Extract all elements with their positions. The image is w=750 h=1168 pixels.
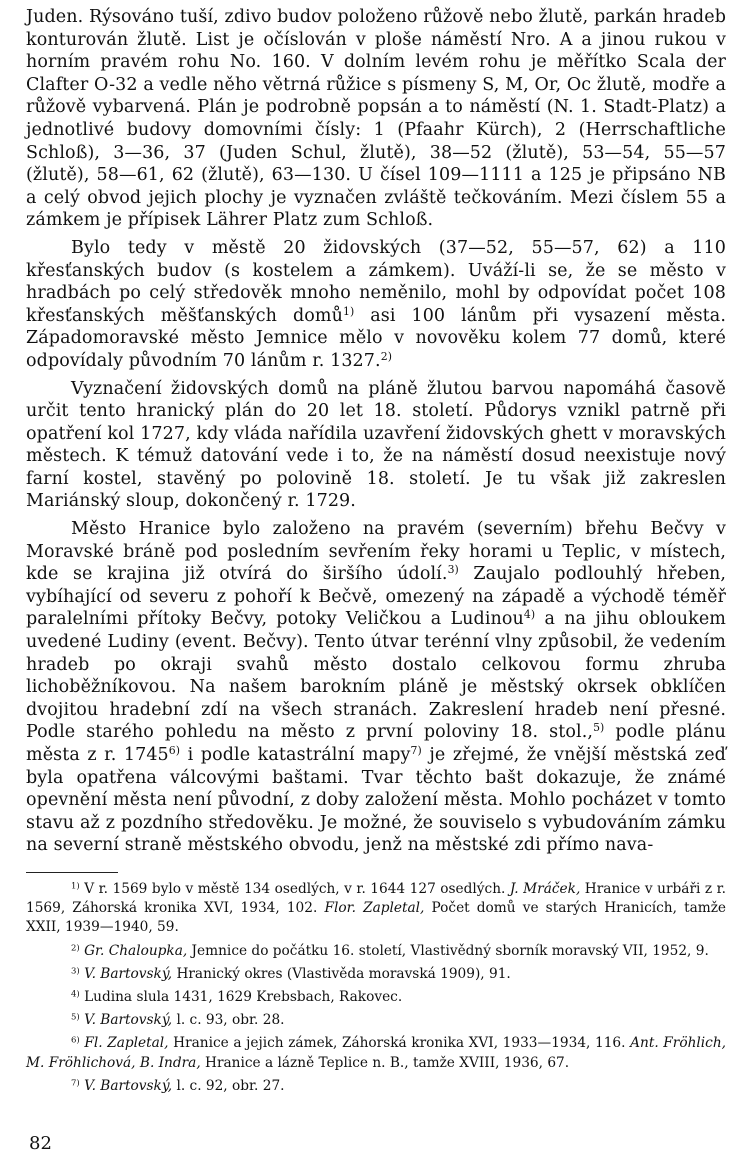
text-run: i podle katastrální mapy	[180, 745, 411, 765]
footnote	[26, 965, 726, 984]
footnote-reference: 4)	[71, 989, 80, 1000]
text-run: Juden. Rýsováno tuší, zdivo budov položeno růžově nebo žlutě, parkán hradeb konturován žlutě. List je očíslován v ploše náměstí Nro. A a jinou rukou v horním pravém rohu No. 160. V dolním levém rohu je měřítko Scala der Clafter O-32 a vedle něho větrná růžice s písmeny S, M, Or, Oc žlutě, modře a růžově vybarvená. Plán je podrobně popsán a to náměstí (N. 1. Stadt-Platz) a jednotlivé budovy domovními čísly: 1 (Pfaahr Kürch), 2 (Herrschaftliche Schloß), 3—36, 37 (Juden Schul, žlutě), 38—52 (žlutě), 53—54, 55—57 (žlutě), 58—61, 62 (žlutě), 63—130. U čísel 109—1111 a 125 je připsáno NB a celý obvod jejich plochy je vyznačen zvláště tečkováním. Mezi číslem 55 a zámkem je přípisek Lährer Platz zum Schloß.	[26, 7, 726, 231]
text-run: podle plánu města z r. 1745	[26, 722, 726, 765]
body-paragraph	[26, 6, 726, 232]
text-run: Ludina slula 1431, 1629 Krebsbach, Rakovec.	[79, 988, 403, 1005]
author-name: Ant. Fröhlich, M. Fröhlichová, B. Indra,	[26, 1035, 726, 1071]
footnote	[26, 1011, 726, 1030]
author-name: Flor. Zapletal,	[324, 900, 425, 917]
author-name: V. Bartovský,	[84, 1012, 173, 1029]
text-run: Hranice a lázně Teplice n. B., tamže XVIII, 1936, 67.	[200, 1054, 570, 1071]
text-run: asi 100 lánům při vysazení města. Západomoravské město Jemnice mělo v novověku kolem 77 domů, které odpovídaly původním 70 lánům r. 1327.	[26, 305, 726, 371]
text-run: Hranice v urbáři z r. 1569, Záhorská kronika XVI, 1934, 102.	[26, 880, 726, 917]
body-paragraph	[26, 237, 726, 373]
footnote-reference: 4)	[523, 608, 536, 622]
footnote-reference: 6)	[71, 1035, 80, 1046]
footnote-reference: 5)	[593, 721, 605, 735]
body-paragraph	[26, 518, 726, 857]
footnote	[26, 988, 726, 1007]
text-run: je zřejmé, že vnější městská zeď byla opatřena válcovými baštami. Tvar těchto bašt dokazuje, že známé opevnění města není původní, z doby založení města. Mohlo pocházet v tomto stavu až z pozdního středověku. Je možné, že souviselo s vybudováním zámku na severní straně městského obvodu, jenž na městské zdi přímo nava-	[26, 745, 726, 856]
footnote-reference: 5)	[71, 1012, 80, 1023]
footnote	[26, 1034, 726, 1072]
author-name: J. Mráček,	[509, 880, 581, 897]
footnotes	[26, 880, 726, 1096]
footnote-reference: 1)	[71, 881, 80, 892]
footnote-divider	[26, 872, 118, 873]
text-run: Vyznačení židovských domů na pláně žlutou barvou napomáhá časově určit tento hranický plán do 20 let 18. století. Půdorys vznikl patrně při opatření kol 1727, kdy vláda nařídila uzavření židovských ghett v moravských městech. K témuž datování vede i to, že na náměstí dosud neexistuje nový farní kostel, stavěný po polovině 18. století. Je tu však již zakreslen Mariánský sloup, dokončený r. 1729.	[26, 378, 726, 512]
text-run: Jemnice do počátku 16. století, Vlastivědný sborník moravský VII, 1952, 9.	[187, 942, 709, 959]
text-run: l. c. 93, obr. 28.	[172, 1012, 285, 1029]
footnote-reference: 7)	[410, 744, 422, 758]
footnote	[26, 942, 726, 961]
footnote-reference: 6)	[168, 744, 181, 758]
text-run: Počet domů ve starých Hranicích, tamže XXII, 1939—1940, 59.	[26, 900, 727, 936]
author-name: Fl. Zapletal,	[84, 1035, 169, 1052]
footnote	[26, 880, 726, 938]
text-run: l. c. 92, obr. 27.	[172, 1077, 285, 1094]
body-text	[26, 6, 726, 857]
footnote-reference: 7)	[71, 1078, 80, 1089]
author-name: V. Bartovský,	[84, 1077, 173, 1094]
body-paragraph	[26, 378, 726, 514]
footnote-reference: 2)	[71, 942, 80, 953]
text-run: a na jihu obloukem uvedené Ludiny (event. Bečvy). Tento útvar terénní vlny způsobil, že vedením hradeb po okraji svahů město dostalo celkovou formu zhruba lichoběžníkovou. Na našem barokním pláně je městský okrsek obklíčen dvojitou hradební zdí na všech stranách. Zakreslení hradeb není přesné. Podle starého pohledu na město z první poloviny 18. stol.,	[26, 609, 726, 743]
text-run: Bylo tedy v městě 20 židovských (37—52, 55—57, 62) a 110 křesťanských budov (s kostelem a zámkem). Uváží-li se, že se město v hradbách po celý středověk mnoho neměnilo, mohl by odpovídat počet 108 křesťanských měšťanských domů	[26, 237, 726, 326]
footnote	[26, 1077, 726, 1096]
author-name: Gr. Chaloupka,	[84, 942, 188, 959]
footnote-reference: 2)	[380, 349, 393, 363]
author-name: V. Bartovský,	[84, 965, 173, 982]
page-number: 82	[29, 1133, 52, 1154]
text-run: Zaujalo podlouhlý hřeben, vybíhající od severu z pohoří k Bečvě, omezený na západě a východě téměř paralelními přítoky Bečvy, potoky Veličkou a Ludinou	[26, 564, 726, 630]
text-run: V r. 1569 bylo v městě 134 osedlých, v r. 1644 127 osedlých.	[79, 880, 510, 897]
footnote-reference: 3)	[447, 563, 459, 577]
footnote-reference: 1)	[342, 304, 355, 318]
footnote-reference: 3)	[71, 966, 80, 977]
text-run: Hranický okres (Vlastivěda moravská 1909), 91.	[172, 965, 511, 982]
text-run: Hranice a jejich zámek, Záhorská kronika XVI, 1933—1934, 116.	[168, 1035, 631, 1052]
text-run: Město Hranice bylo založeno na pravém (severním) břehu Bečvy v Moravské bráně pod posledním sevřením řeky horami u Teplic, v místech, kde se krajina již otvírá do širšího údolí.	[26, 519, 726, 585]
